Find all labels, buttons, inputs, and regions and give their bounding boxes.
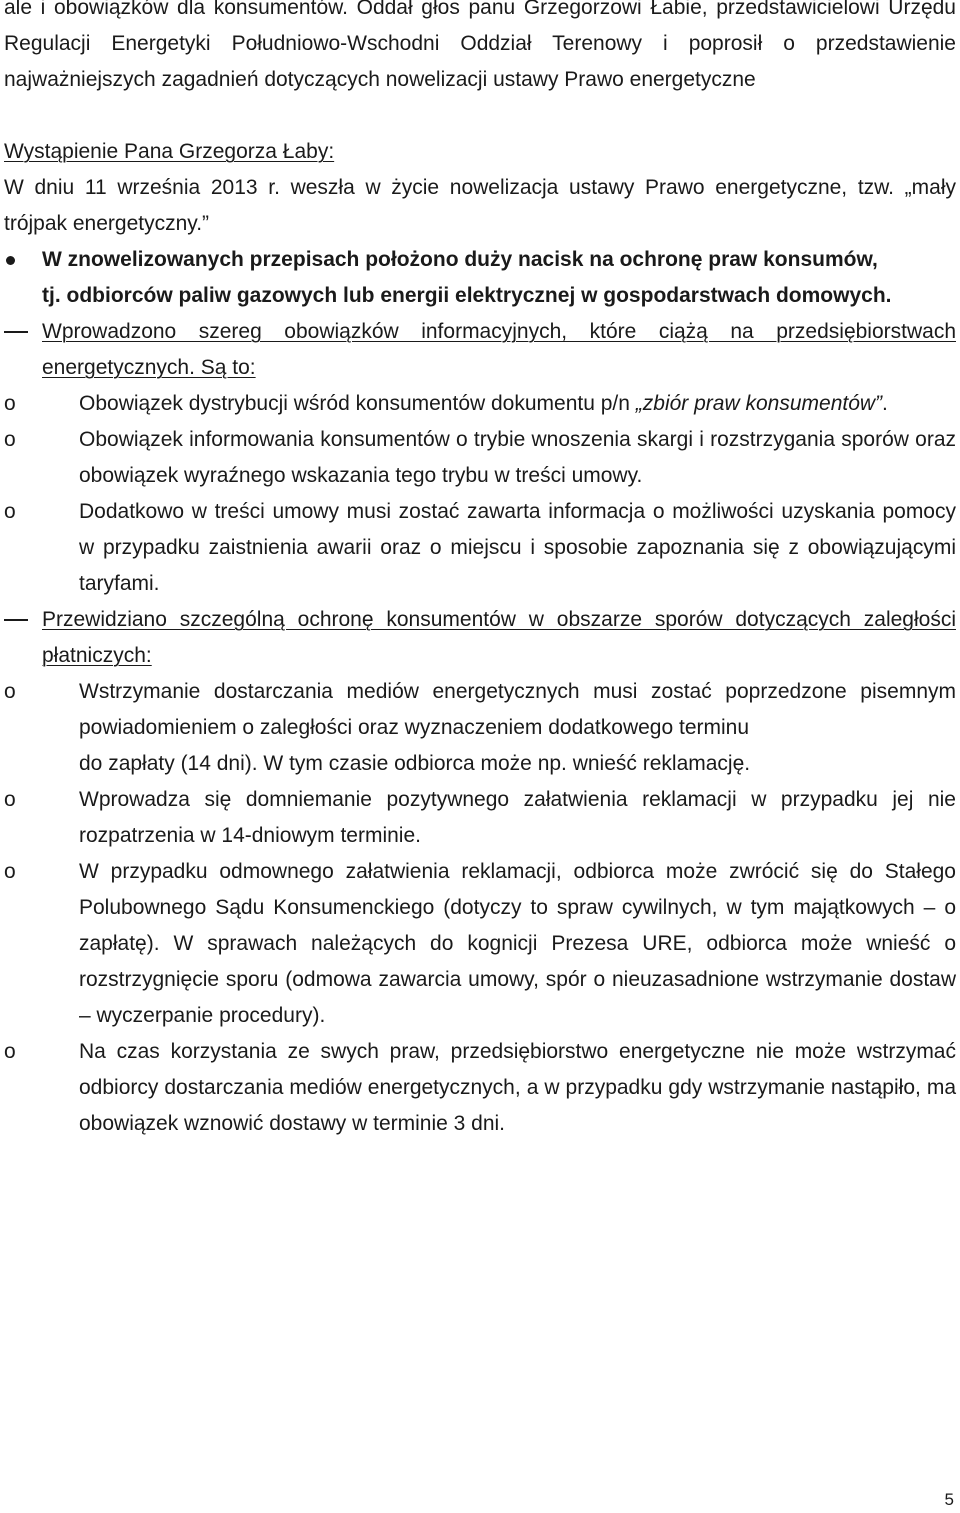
bullet-icon bbox=[6, 256, 15, 265]
sub-item-text: Wprowadza się domniemanie pozytywnego załatwienia reklamacji w przypadku jej nie rozpatrzenia w 14-dniowym terminie. bbox=[79, 788, 956, 847]
dash-icon bbox=[4, 331, 28, 333]
sub-item-text: Na czas korzystania ze swych praw, przedsiębiorstwo energetyczne nie może wstrzymać odbiorcy dostarczania mediów energetycznych, a w przypadku gdy wstrzymanie nastąpiło, ma obowiązek wznowić dostawy w terminie 3 dni. bbox=[79, 1040, 956, 1135]
dash-item-text: Wprowadzono szereg obowiązków informacyjnych, które ciążą na przedsiębiorstwach energetycznych. Są to: bbox=[42, 320, 956, 379]
circle-bullet-icon: o bbox=[4, 788, 16, 811]
sub-item bbox=[4, 386, 956, 422]
circle-bullet-icon: o bbox=[4, 1040, 16, 1063]
bullet-text-2: tj. odbiorców paliw gazowych lub energii elektrycznej w gospodarstwach domowych. bbox=[42, 284, 892, 307]
sub-item-text: Obowiązek dystrybucji wśród konsumentów dokumentu p/n „zbiór praw konsumentów”. bbox=[79, 392, 888, 415]
sub-item-text: Dodatkowo w treści umowy musi zostać zawarta informacja o możliwości uzyskania pomocy w przypadku zaistnienia awarii oraz o miejscu i sposobie zapoznania się z obowiązującymi taryfami. bbox=[79, 500, 956, 595]
circle-bullet-icon: o bbox=[4, 860, 16, 883]
sub-item-text: W przypadku odmownego załatwienia reklamacji, odbiorca może zwrócić się do Stałego Polubownego Sądu Konsumenckiego (dotyczy to spraw cywilnych, w tym majątkowych – o zapłatę). W sprawach należących do kognicji Prezesa URE, odbiorca może wnieść o rozstrzygnięcie sporu (odmowa zawarcia umowy, spór o nieuzasadnione wstrzymanie dostaw – wyczerpanie procedury). bbox=[79, 860, 956, 1027]
dash-item-payment-disputes bbox=[4, 602, 956, 674]
bullet-item bbox=[4, 242, 956, 314]
page-content bbox=[4, 0, 956, 1142]
circle-bullet-icon: o bbox=[4, 680, 16, 703]
sub-item-text-continued: do zapłaty (14 dni). W tym czasie odbiorca może np. wnieść reklamację. bbox=[79, 752, 751, 775]
speech-intro: W dniu 11 września 2013 r. weszła w życie nowelizacja ustawy Prawo energetyczne, tzw. „mały trójpak energetyczny.” bbox=[4, 176, 956, 235]
sub-item bbox=[4, 854, 956, 1034]
paragraph-gap bbox=[4, 98, 956, 134]
bullet-text-1: W znowelizowanych przepisach położono duży nacisk na ochronę praw konsumów, bbox=[42, 248, 878, 271]
circle-bullet-icon: o bbox=[4, 428, 16, 451]
sub-item bbox=[4, 1034, 956, 1142]
dash-item-information-duties bbox=[4, 314, 956, 386]
sub-item bbox=[4, 494, 956, 602]
page-number: 5 bbox=[944, 1490, 954, 1509]
intro-paragraph: ale i obowiązków dla konsumentów. Oddał głos panu Grzegorzowi Łabie, przedstawicielowi Urzędu Regulacji Energetyki Południowo-Wschodni Oddział Terenowy i poprosił o przedstawienie najważniejszych zagadnień dotyczących nowelizacji ustawy Prawo energetyczne bbox=[4, 0, 956, 91]
sub-item-text: Wstrzymanie dostarczania mediów energetycznych musi zostać poprzedzone pisemnym powiadomieniem o zaległości oraz wyznaczeniem dodatkowego terminu bbox=[79, 680, 956, 739]
sub-item bbox=[4, 782, 956, 854]
circle-bullet-icon: o bbox=[4, 392, 16, 415]
sub-item bbox=[4, 674, 956, 782]
sub-item-text: Obowiązek informowania konsumentów o trybie wnoszenia skargi i rozstrzygania sporów oraz obowiązek wyraźnego wskazania tego trybu w treści umowy. bbox=[79, 428, 956, 487]
circle-bullet-icon: o bbox=[4, 500, 16, 523]
dash-item-text: Przewidziano szczególną ochronę konsumentów w obszarze sporów dotyczących zaległości płatniczych: bbox=[42, 608, 956, 667]
dash-icon bbox=[4, 619, 28, 621]
speech-heading: Wystąpienie Pana Grzegorza Łaby: bbox=[4, 140, 335, 163]
sub-item bbox=[4, 422, 956, 494]
